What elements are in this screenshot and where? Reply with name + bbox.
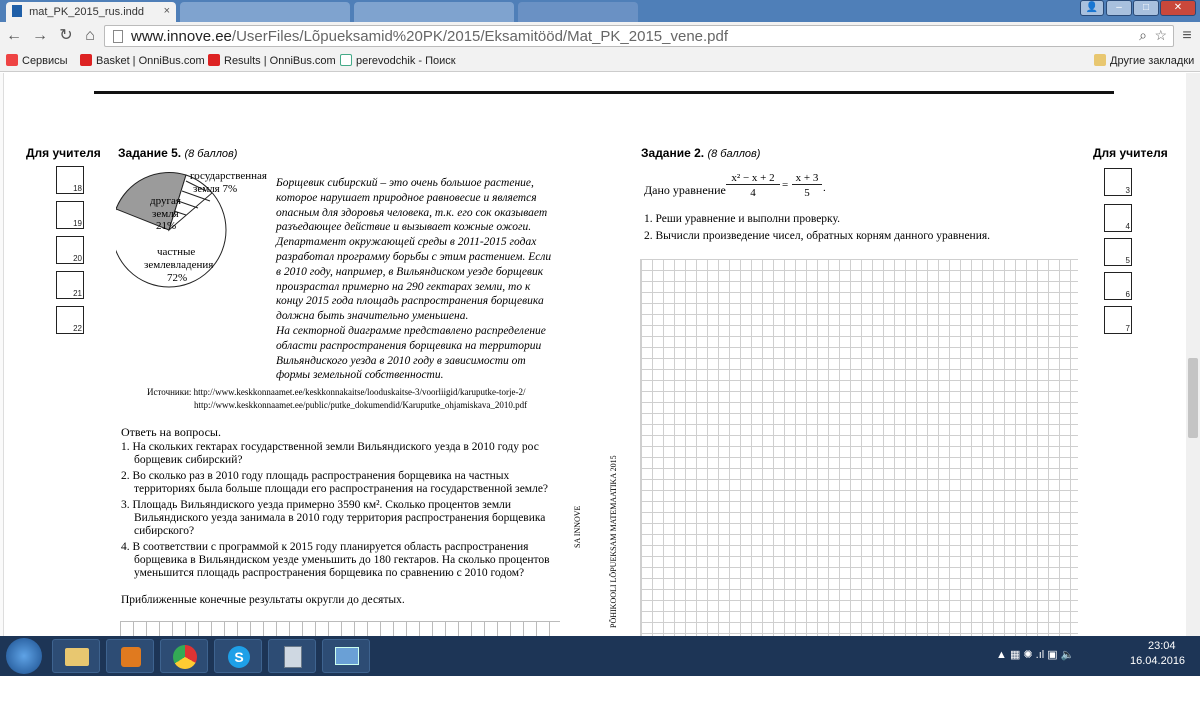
answer-heading: Ответь на вопросы. — [121, 425, 221, 439]
vertical-scrollbar[interactable] — [1186, 73, 1200, 636]
start-button[interactable] — [6, 638, 42, 674]
bottom-margin — [0, 676, 1200, 702]
calculator-icon — [284, 646, 302, 668]
pie-label-other-3: 21% — [156, 220, 177, 232]
lhs-denominator: 4 — [750, 187, 756, 199]
scrollbar-thumb[interactable] — [1188, 358, 1198, 438]
chrome-taskbar-button[interactable] — [160, 639, 208, 673]
bookmark-results[interactable]: Results | OnniBus.com — [208, 54, 336, 67]
rhs-numerator: x + 3 — [792, 172, 822, 185]
task2-item-1: 1. Реши уравнение и выполни проверку. — [644, 213, 840, 225]
windows-taskbar — [0, 636, 1200, 676]
tab-blurred-2[interactable] — [354, 2, 514, 22]
answer-box-6[interactable]: 6 — [1104, 272, 1132, 300]
tab-blurred-3[interactable] — [518, 2, 638, 22]
spine-sa-innove: SA INNOVE — [573, 505, 582, 548]
address-bar[interactable] — [104, 25, 1174, 47]
question-3: 3. Площадь Вильяндиского уезда примерно 3590 км². Сколько процентов земли Вильяндиского уезда занимала в 2010 году территория распространения борщевика сибирского? — [121, 499, 546, 537]
calculator-taskbar-button[interactable] — [268, 639, 316, 673]
tab-strip — [0, 0, 1200, 22]
answer-box-20[interactable]: 20 — [56, 236, 84, 264]
answer-box-22[interactable]: 22 — [56, 306, 84, 334]
folder-icon — [1094, 54, 1106, 66]
teacher-label-right: Для учителя — [1093, 146, 1168, 160]
bookmark-perevodchik[interactable]: perevodchik - Поиск — [340, 54, 456, 67]
tray-icons[interactable]: ▲ ▦ ✺ .ıl ▣ 🔈 — [996, 649, 1075, 661]
answer-box-21[interactable]: 21 — [56, 271, 84, 299]
sources-line-1: Источники: http://www.keskkonnaamet.ee/keskkonnakaitse/looduskaitse-3/voorliigid/karuputke-torje-2/ — [147, 387, 526, 397]
pdf-tab-icon — [12, 5, 22, 17]
answer-box-7[interactable]: 7 — [1104, 306, 1132, 334]
media-taskbar-button[interactable] — [106, 639, 154, 673]
zoom-icon[interactable]: ⌕ — [1139, 27, 1147, 43]
home-icon[interactable]: ⌂ — [85, 27, 95, 44]
folder-icon — [65, 648, 89, 666]
sources-line-2: http://www.keskkonnaamet.ee/public/putke_dokumendid/Karuputke_ohjamiskava_2010.pdf — [194, 400, 528, 410]
bookmarks-bar — [0, 50, 1200, 72]
rounding-note: Приближенные конечные результаты округли до десятых. — [121, 594, 405, 606]
lhs-numerator: x² − x + 2 — [726, 172, 780, 185]
clock-time[interactable]: 23:04 — [1148, 640, 1176, 652]
spine-exam-title: PÕHIKOOLI LÕPUEKSAM MATEMAATIKA 2015 — [609, 455, 618, 628]
url-text: www.innove.ee/UserFiles/Lõpueksamid%20PK/2015/Eksamitööd/Mat_PK_2015_vene.pdf — [131, 28, 729, 45]
answer-grid-right[interactable] — [640, 259, 1078, 636]
tab-active[interactable] — [6, 2, 176, 22]
question-4: 4. В соответствии с программой к 2015 году планируется область распространения борщевика в Вильяндиском уезде уменьшить до 180 гектаров. На сколько процентов уменьшится площадь распространения борщевика по сравнению с 2010 годом? — [121, 541, 550, 579]
skype-taskbar-button[interactable] — [214, 639, 262, 673]
teacher-label-left: Для учителя — [26, 146, 101, 160]
back-arrow-icon[interactable]: ← — [6, 27, 22, 44]
answer-box-4[interactable]: 4 — [1104, 204, 1132, 232]
skype-icon: S — [228, 646, 250, 668]
task5-intro: Борщевик сибирский – это очень большое растение, которое нарушает природное равновесие и является опасным для здоровья человека, т.к. его сок оказывает разъедающее действие и вызывает кожные ожоги. Департамент окружающей среды в 2011-2015 годах разработал программу борьбы с этим растением. Если в 2010 году, например, в Вильяндиском уезде борщевик произрастал примерно на 290 гектарах земли, то к концу 2015 года площадь распространения борщевика должна быть значительно уменьшена. На секторной диаграмме представлено распределение области распространения борщевика на территории Вильяндиского уезда в 2010 году в зависимости от формы земельной собственности. — [276, 177, 552, 382]
bookmark-basket[interactable]: Basket | OnniBus.com — [80, 54, 205, 67]
explorer-taskbar-button[interactable] — [52, 639, 100, 673]
apps-grid-icon — [6, 54, 18, 66]
answer-box-5[interactable]: 5 — [1104, 238, 1132, 266]
tab-close-icon[interactable]: × — [163, 5, 170, 17]
window-icon — [335, 647, 359, 665]
tab-blurred-1[interactable] — [180, 2, 350, 22]
google-icon — [340, 54, 352, 66]
period: . — [823, 182, 826, 194]
browser-toolbar — [0, 22, 1200, 50]
pie-label-other-1: другая — [150, 195, 181, 207]
star-icon[interactable]: ☆ — [1154, 27, 1167, 43]
answer-grid-left[interactable] — [120, 621, 560, 636]
reload-icon[interactable]: ↻ — [59, 27, 73, 44]
equation-prefix: Дано уравнение — [644, 183, 726, 197]
onnibus-icon — [80, 54, 92, 66]
clock-date[interactable]: 16.04.2016 — [1130, 655, 1186, 667]
questions-list — [121, 441, 566, 580]
forward-arrow-icon[interactable]: → — [32, 27, 48, 44]
play-icon — [121, 647, 141, 667]
pie-label-private-2: землевладения — [144, 259, 214, 271]
pdf-page — [3, 73, 1186, 636]
task2-title: Задание 2. (8 баллов) — [641, 146, 761, 160]
window-taskbar-button[interactable] — [322, 639, 370, 673]
pie-label-private-1: частные — [157, 246, 196, 258]
question-1: 1. На скольких гектарах государственной земли Вильяндиского уезда в 2010 году рос борщевик сибирский? — [121, 441, 539, 466]
task5-title: Задание 5. (8 баллов) — [118, 146, 238, 160]
equals-sign: = — [782, 179, 789, 191]
profile-button[interactable]: 👤 — [1080, 0, 1104, 16]
pie-label-private-3: 72% — [167, 272, 188, 284]
pdf-viewer[interactable] — [0, 73, 1200, 636]
close-window-button[interactable]: ✕ — [1160, 0, 1196, 16]
answer-box-19[interactable]: 19 — [56, 201, 84, 229]
pie-label-state-1: государственная — [190, 170, 267, 182]
pie-label-state-2: земля 7% — [193, 183, 238, 195]
rhs-denominator: 5 — [804, 187, 810, 199]
bookmark-other[interactable]: Другие закладки — [1094, 54, 1194, 67]
menu-icon[interactable]: ≡ — [1182, 27, 1192, 44]
answer-box-3[interactable]: 3 — [1104, 168, 1132, 196]
minimize-button[interactable]: – — [1106, 0, 1132, 16]
page-top-rule — [94, 91, 1114, 94]
task2-item-2: 2. Вычисли произведение чисел, обратных корням данного уравнения. — [644, 230, 991, 242]
bookmark-apps[interactable]: Сервисы — [6, 54, 68, 67]
pie-label-other-2: земля — [152, 208, 179, 220]
question-2: 2. Во сколько раз в 2010 году площадь распространения борщевика на частных территориях была больше площади его распространения на государственной земле? — [121, 470, 549, 495]
tab-title: mat_PK_2015_rus.indd — [29, 6, 145, 18]
answer-box-18[interactable]: 18 — [56, 166, 84, 194]
onnibus-icon — [208, 54, 220, 66]
maximize-button[interactable]: □ — [1133, 0, 1159, 16]
chrome-icon — [173, 645, 197, 669]
page-icon — [113, 30, 123, 43]
